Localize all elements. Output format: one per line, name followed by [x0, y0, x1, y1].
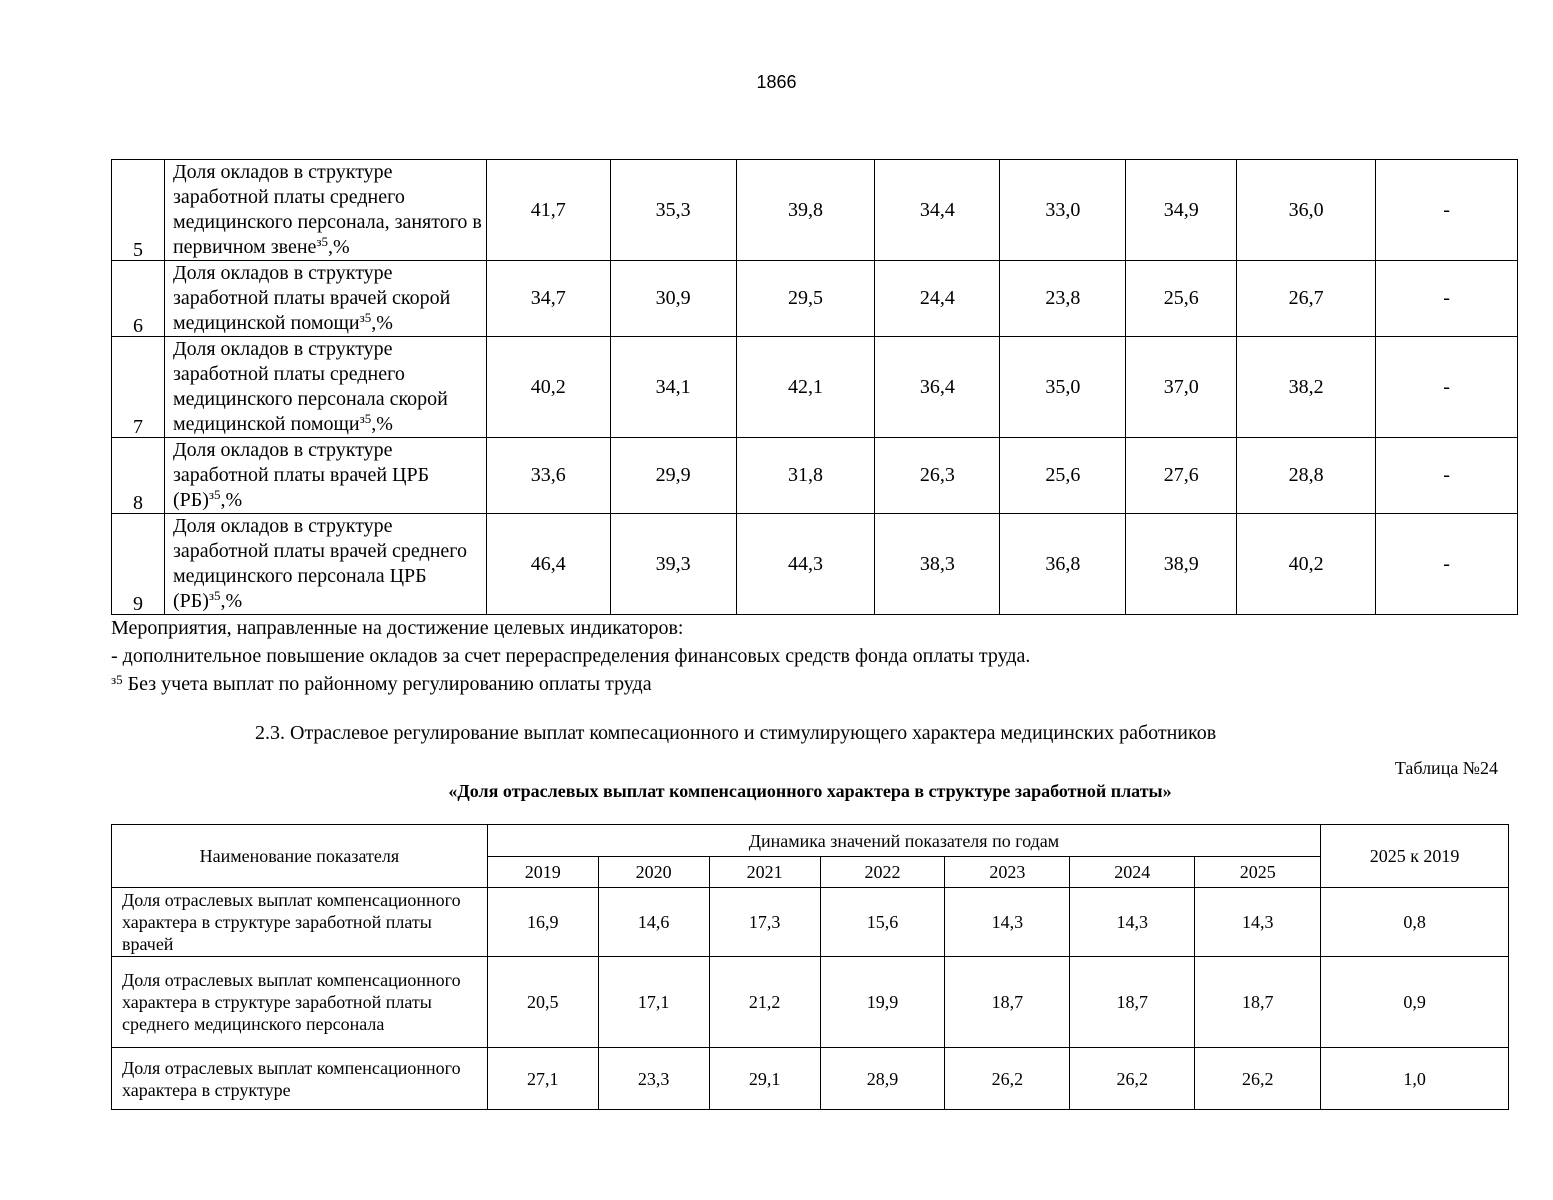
value-cell: 39,8: [736, 160, 875, 261]
value-cell: 42,1: [736, 337, 875, 438]
indicator-name: Доля окладов в структуре заработной платы врачей среднего медицинского персонала ЦРБ (РБ)$^{з5}$,%: [164, 514, 486, 615]
value-cell: 34,4: [875, 160, 1000, 261]
value-cell: 33,0: [1000, 160, 1126, 261]
value-cell: 18,7: [1070, 957, 1195, 1048]
value-cell: 14,6: [598, 888, 709, 957]
indicator-name: Доля окладов в структуре заработной платы врачей ЦРБ (РБ)$^{з5}$,%: [164, 438, 486, 514]
value-cell: 15,6: [820, 888, 945, 957]
header-dynamics: Динамика значений показателя по годам: [487, 825, 1320, 857]
value-cell: 26,3: [875, 438, 1000, 514]
value-cell: 40,2: [1237, 514, 1376, 615]
row-number: 7: [112, 337, 165, 438]
year-header: 2024: [1070, 857, 1195, 888]
value-cell: 14,3: [1070, 888, 1195, 957]
value-cell: 44,3: [736, 514, 875, 615]
value-cell: 28,9: [820, 1048, 945, 1110]
value-cell: 17,1: [598, 957, 709, 1048]
value-cell: 37,0: [1126, 337, 1237, 438]
value-cell: 0,9: [1321, 957, 1509, 1048]
value-cell: 26,7: [1237, 261, 1376, 337]
table-row: [112, 1048, 1509, 1110]
year-header: 2019: [487, 857, 598, 888]
value-cell: 26,2: [1195, 1048, 1321, 1110]
footnote: $^{з5}$ Без учета выплат по районному регулированию оплаты труда: [111, 672, 652, 695]
value-cell: -: [1376, 261, 1518, 337]
value-cell: -: [1376, 438, 1518, 514]
table-caption: «Доля отраслевых выплат компенсационного характера в структуре заработной платы»: [448, 781, 1172, 801]
year-header: 2025: [1195, 857, 1321, 888]
value-cell: 29,9: [610, 438, 736, 514]
value-cell: 25,6: [1000, 438, 1126, 514]
indicator-name: Доля отраслевых выплат компенсационного характера в структуре заработной платы среднего медицинского персонала: [112, 957, 488, 1048]
year-header: 2020: [598, 857, 709, 888]
value-cell: 35,0: [1000, 337, 1126, 438]
section-title: 2.3. Отраслевое регулирование выплат компесационного и стимулирующего характера медицинских работников: [255, 722, 1217, 744]
value-cell: 34,9: [1126, 160, 1237, 261]
header-indicator-name: Наименование показателя: [112, 825, 488, 888]
table-number: Таблица №24: [1394, 758, 1498, 778]
value-cell: 34,7: [486, 261, 610, 337]
value-cell: 41,7: [486, 160, 610, 261]
table-row: [112, 888, 1509, 957]
year-header: 2021: [709, 857, 820, 888]
value-cell: 23,8: [1000, 261, 1126, 337]
value-cell: 36,0: [1237, 160, 1376, 261]
value-cell: 23,3: [598, 1048, 709, 1110]
value-cell: 14,3: [1195, 888, 1321, 957]
row-number: 9: [112, 514, 165, 615]
value-cell: 16,9: [487, 888, 598, 957]
value-cell: 36,4: [875, 337, 1000, 438]
value-cell: 35,3: [610, 160, 736, 261]
table-row: [112, 261, 1518, 337]
indicator-name: Доля окладов в структуре заработной платы среднего медицинского персонала, занятого в первичном звене$^{з5}$,%: [164, 160, 486, 261]
measures-item: - дополнительное повышение окладов за счет перераспределения финансовых средств фонда оплаты труда.: [111, 645, 1031, 667]
indicator-name: Доля отраслевых выплат компенсационного характера в структуре заработной платы врачей: [112, 888, 488, 957]
value-cell: 18,7: [945, 957, 1070, 1048]
value-cell: 19,9: [820, 957, 945, 1048]
value-cell: 33,6: [486, 438, 610, 514]
value-cell: 26,2: [1070, 1048, 1195, 1110]
header-row: [112, 825, 1509, 857]
table-row: [112, 337, 1518, 438]
value-cell: -: [1376, 160, 1518, 261]
value-cell: 17,3: [709, 888, 820, 957]
compensation-share-table: [111, 824, 1509, 1110]
value-cell: 29,1: [709, 1048, 820, 1110]
row-number: 5: [112, 160, 165, 261]
value-cell: 25,6: [1126, 261, 1237, 337]
value-cell: 27,1: [487, 1048, 598, 1110]
value-cell: 38,2: [1237, 337, 1376, 438]
value-cell: 46,4: [486, 514, 610, 615]
value-cell: 39,3: [610, 514, 736, 615]
row-number: 8: [112, 438, 165, 514]
table-row: [112, 957, 1509, 1048]
value-cell: 34,1: [610, 337, 736, 438]
value-cell: 0,8: [1321, 888, 1509, 957]
value-cell: -: [1376, 337, 1518, 438]
value-cell: 24,4: [875, 261, 1000, 337]
measures-heading: Мероприятия, направленные на достижение целевых индикаторов:: [111, 617, 684, 639]
value-cell: 29,5: [736, 261, 875, 337]
value-cell: 27,6: [1126, 438, 1237, 514]
value-cell: 31,8: [736, 438, 875, 514]
salary-share-table-continued: [111, 159, 1518, 615]
row-number: 6: [112, 261, 165, 337]
value-cell: 21,2: [709, 957, 820, 1048]
year-header: 2022: [820, 857, 945, 888]
value-cell: 38,9: [1126, 514, 1237, 615]
value-cell: 30,9: [610, 261, 736, 337]
table-row: [112, 160, 1518, 261]
value-cell: -: [1376, 514, 1518, 615]
value-cell: 14,3: [945, 888, 1070, 957]
table-row: [112, 438, 1518, 514]
value-cell: 20,5: [487, 957, 598, 1048]
indicator-name: Доля окладов в структуре заработной платы врачей скорой медицинской помощи$^{з5}$,%: [164, 261, 486, 337]
value-cell: 26,2: [945, 1048, 1070, 1110]
notes-block: [111, 614, 1030, 698]
indicator-name: Доля отраслевых выплат компенсационного характера в структуре: [112, 1048, 488, 1110]
year-header: 2023: [945, 857, 1070, 888]
table-row: [112, 514, 1518, 615]
value-cell: 18,7: [1195, 957, 1321, 1048]
value-cell: 28,8: [1237, 438, 1376, 514]
value-cell: 36,8: [1000, 514, 1126, 615]
value-cell: 40,2: [486, 337, 610, 438]
value-cell: 1,0: [1321, 1048, 1509, 1110]
header-ratio: 2025 к 2019: [1321, 825, 1509, 888]
indicator-name: Доля окладов в структуре заработной платы среднего медицинского персонала скорой медицинской помощи$^{з5}$,%: [164, 337, 486, 438]
value-cell: 38,3: [875, 514, 1000, 615]
page-number: 1866: [756, 72, 797, 92]
